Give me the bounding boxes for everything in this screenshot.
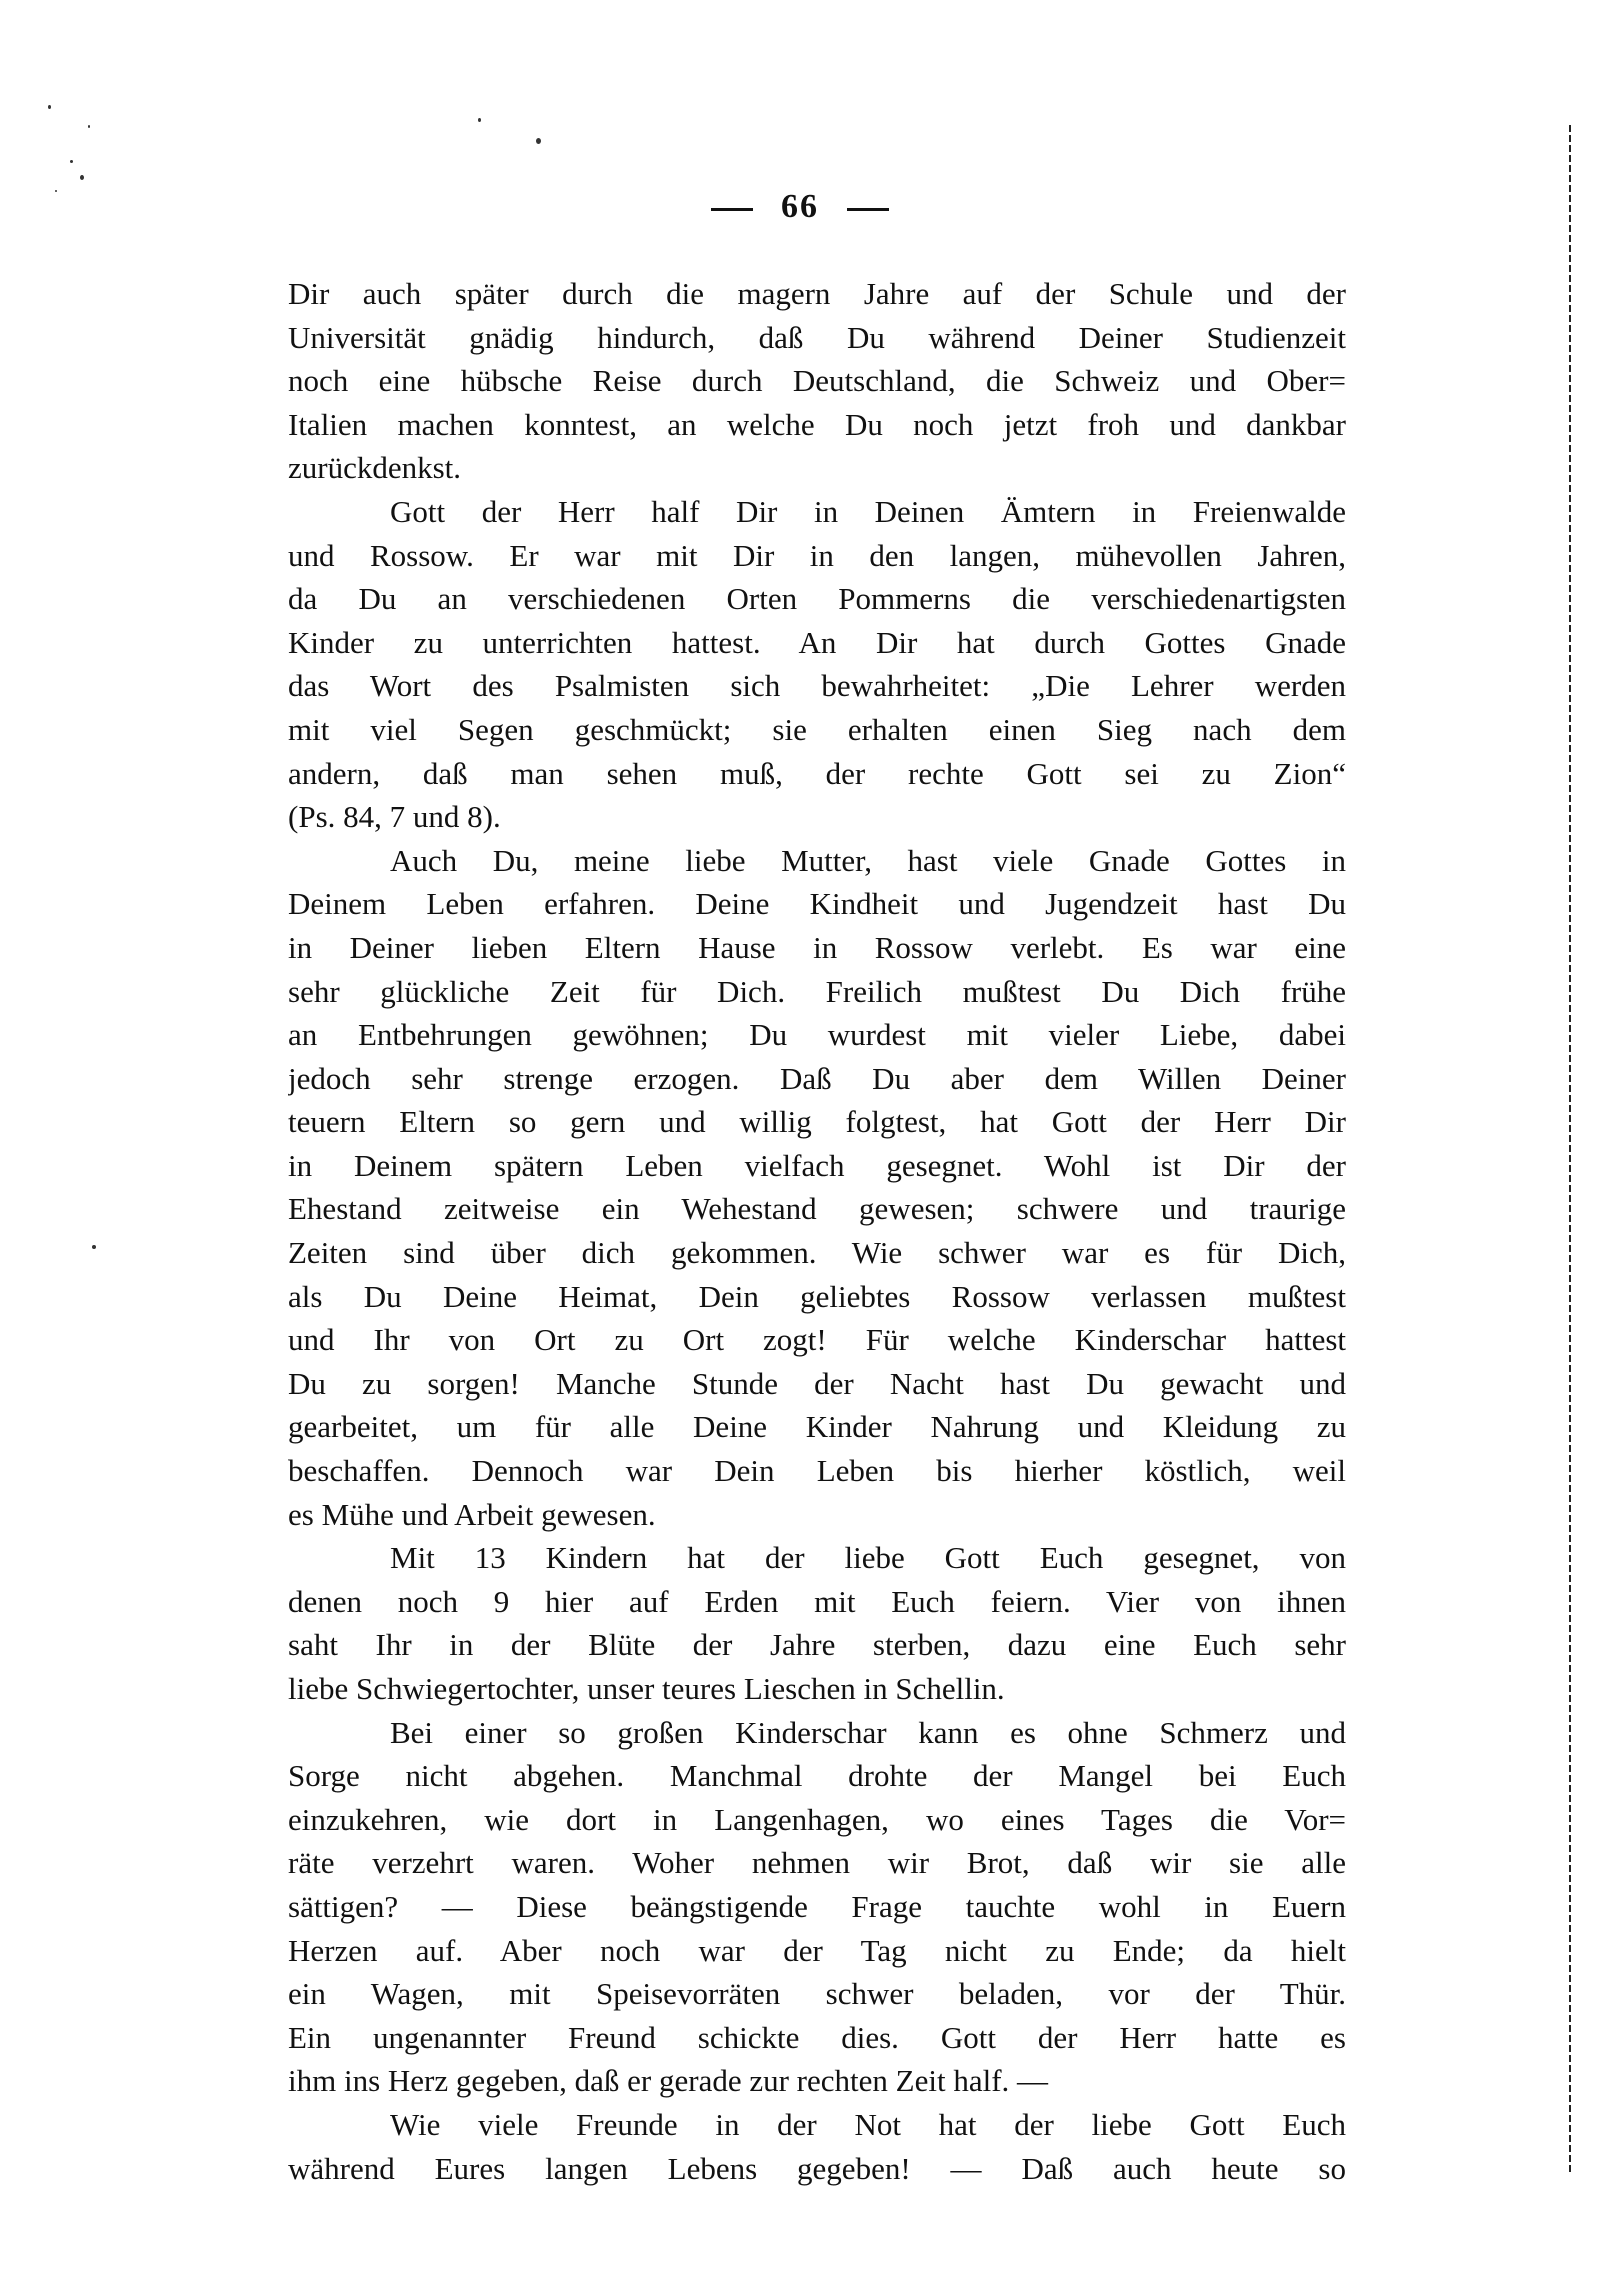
text-line: und Rossow. Er war mit Dir in den langen, mühevollen Jahren,	[288, 537, 1346, 573]
text-line: liebe Schwiegertochter, unser teures Lieschen in Schellin.	[288, 1671, 1005, 1706]
text-line: Dir auch später durch die magern Jahre auf der Schule und der	[288, 276, 1346, 311]
dash-left	[711, 208, 753, 211]
text-line: einzukehren, wie dort in Langenhagen, wo eines Tages die Vor=	[288, 1801, 1346, 1837]
text-line: es Mühe und Arbeit gewesen.	[288, 1496, 656, 1532]
text-line: jedoch sehr strenge erzogen. Daß Du aber dem Willen Deiner	[288, 1060, 1346, 1096]
scan-speck	[80, 175, 84, 180]
text-line: sättigen? — Diese beängstigende Frage tauchte wohl in Euern	[288, 1888, 1346, 1924]
text-line: und Ihr von Ort zu Ort zogt! Für welche Kinderschar hattest	[288, 1322, 1346, 1358]
scan-speck	[48, 105, 51, 109]
text-line: Zeiten sind über dich gekommen. Wie schwer war es für Dich,	[288, 1235, 1346, 1271]
scan-speck	[478, 118, 481, 122]
page-number	[0, 188, 1600, 226]
text-line: zurückdenkst.	[288, 450, 462, 486]
text-line: teuern Eltern so gern und willig folgtest, hat Gott der Herr Dir	[288, 1104, 1346, 1140]
text-line: räte verzehrt waren. Woher nehmen wir Brot, daß wir sie alle	[288, 1845, 1346, 1881]
text-line: Herzen auf. Aber noch war der Tag nicht zu Ende; da hielt	[288, 1932, 1346, 1968]
text-line: Universität gnädig hindurch, daß Du während Deiner Studienzeit	[288, 319, 1346, 355]
text-line: ein Wagen, mit Speisevorräten schwer beladen, vor der Thür.	[288, 1976, 1346, 2012]
dash-right	[847, 208, 889, 211]
text-line: Ein ungenannter Freund schickte dies. Gott der Herr hatte es	[288, 2019, 1346, 2055]
text-line: als Du Deine Heimat, Dein geliebtes Rossow verlassen mußtest	[288, 1278, 1346, 1314]
text-line: beschaffen. Dennoch war Dein Leben bis hierher köstlich, weil	[288, 1453, 1346, 1489]
text-line: in Deinem spätern Leben vielfach gesegnet. Wohl ist Dir der	[288, 1147, 1346, 1183]
text-line: in Deiner lieben Eltern Hause in Rossow verlebt. Es war eine	[288, 929, 1346, 965]
text-line: während Eures langen Lebens gegeben! — Daß auch heute so	[288, 2150, 1346, 2186]
text-line: (Ps. 84, 7 und 8).	[288, 799, 501, 835]
text-line: denen noch 9 hier auf Erden mit Euch feiern. Vier von ihnen	[288, 1583, 1346, 1619]
text-line: Mit 13 Kindern hat der liebe Gott Euch gesegnet, von	[390, 1540, 1346, 1576]
text-line: an Entbehrungen gewöhnen; Du wurdest mit vieler Liebe, dabei	[288, 1017, 1346, 1053]
text-line: Wie viele Freunde in der Not hat der liebe Gott Euch	[390, 2106, 1346, 2142]
text-line: noch eine hübsche Reise durch Deutschland, die Schweiz und Ober=	[288, 363, 1346, 399]
page-number-value: 66	[781, 188, 819, 225]
text-line: da Du an verschiedenen Orten Pommerns die verschiedenartigsten	[288, 581, 1346, 617]
text-line: Italien machen konntest, an welche Du noch jetzt froh und dankbar	[288, 406, 1346, 442]
text-line: ihm ins Herz gegeben, daß er gerade zur rechten Zeit half. —	[288, 2063, 1049, 2099]
text-line: Ehestand zeitweise ein Wehestand gewesen; schwere und traurige	[288, 1191, 1346, 1227]
scan-speck	[88, 125, 90, 128]
text-line: saht Ihr in der Blüte der Jahre sterben, dazu eine Euch sehr	[288, 1627, 1346, 1663]
scan-speck	[92, 1245, 96, 1249]
text-line: Bei einer so großen Kinderschar kann es ohne Schmerz und	[390, 1714, 1346, 1750]
text-line: gearbeitet, um für alle Deine Kinder Nahrung und Kleidung zu	[288, 1409, 1346, 1445]
text-line: Sorge nicht abgehen. Manchmal drohte der Mangel bei Euch	[288, 1758, 1346, 1794]
text-line: Auch Du, meine liebe Mutter, hast viele Gnade Gottes in	[390, 842, 1346, 878]
scan-edge-rule	[1569, 125, 1571, 2175]
text-line: mit viel Segen geschmückt; sie erhalten einen Sieg nach dem	[288, 711, 1346, 747]
text-line: Gott der Herr half Dir in Deinen Ämtern in Freienwalde	[390, 493, 1346, 529]
text-line: Du zu sorgen! Manche Stunde der Nacht hast Du gewacht und	[288, 1365, 1346, 1401]
text-line: Kinder zu unterrichten hattest. An Dir hat durch Gottes Gnade	[288, 624, 1346, 660]
text-line: andern, daß man sehen muß, der rechte Gott sei zu Zion“	[288, 755, 1346, 791]
scan-speck	[536, 138, 541, 144]
body-text	[288, 272, 1346, 2190]
text-line: das Wort des Psalmisten sich bewahrheitet: „Die Lehrer werden	[288, 668, 1346, 704]
scan-speck	[70, 160, 73, 163]
text-line: Deinem Leben erfahren. Deine Kindheit und Jugendzeit hast Du	[288, 886, 1346, 922]
text-line: sehr glückliche Zeit für Dich. Freilich mußtest Du Dich frühe	[288, 973, 1346, 1009]
